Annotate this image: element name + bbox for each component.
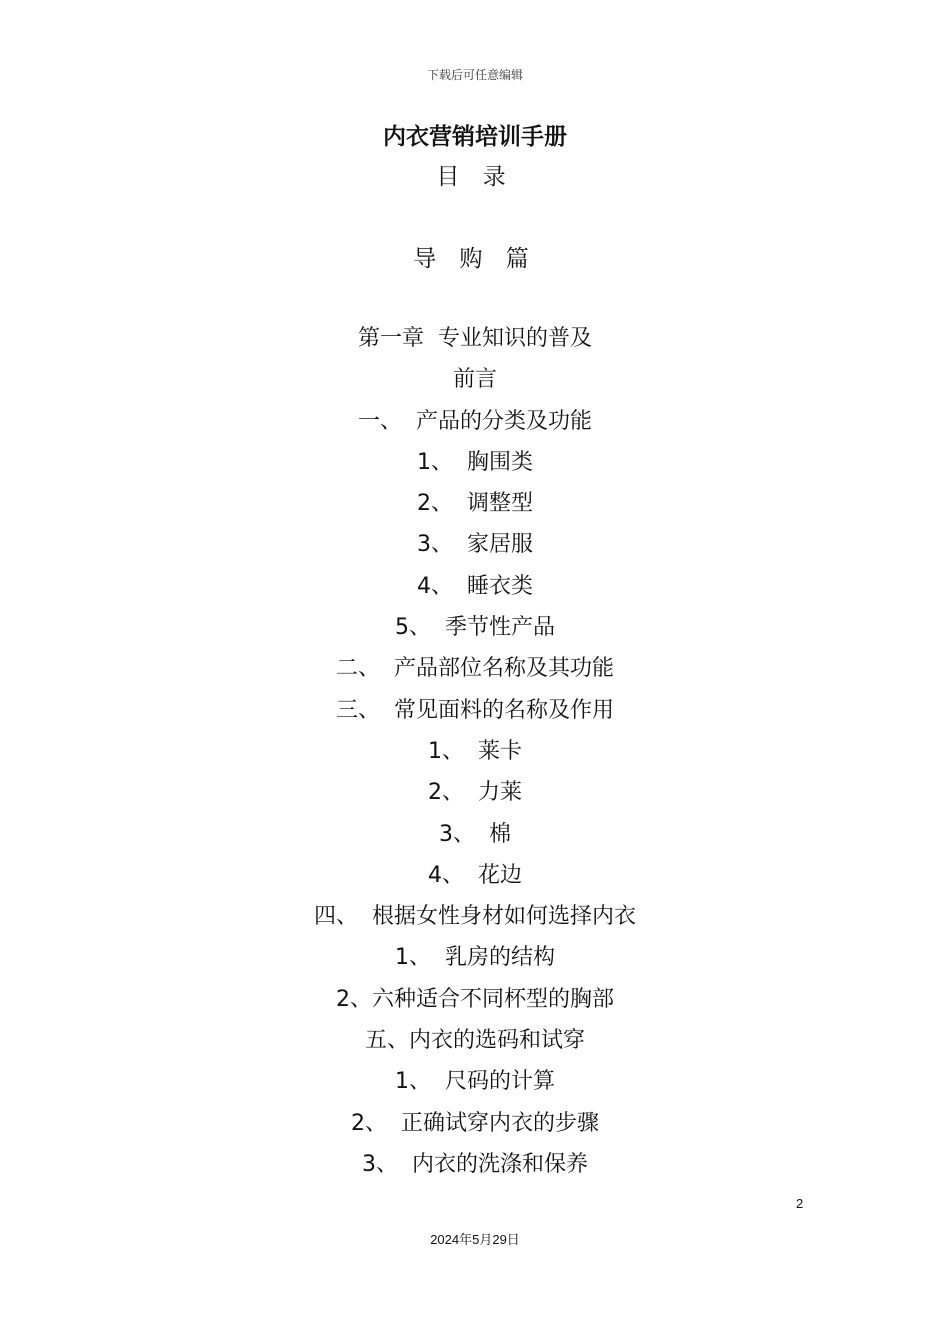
toc-entry: 第一章 专业知识的普及: [358, 326, 592, 351]
toc-entry: 1、 尺码的计算: [395, 1069, 555, 1095]
toc-entry: 五、内衣的选码和试穿: [364, 1028, 585, 1054]
toc-entry: 一、 产品的分类及功能: [358, 408, 592, 434]
document-title: 内衣营销培训手册: [383, 124, 567, 150]
table-of-contents: [0, 323, 950, 1190]
toc-entry: 1、 乳房的结构: [395, 945, 555, 971]
toc-entry: 三、 常见面料的名称及作用: [336, 697, 614, 723]
toc-entry: 2、 力莱: [428, 780, 522, 806]
toc-entry: 3、 内衣的洗涤和保养: [362, 1151, 588, 1177]
toc-entry: 3、 棉: [439, 821, 511, 847]
page-number: 2: [796, 1196, 804, 1211]
toc-entry: 前言: [452, 367, 497, 393]
footer-date: 2024年5月29日: [430, 1232, 520, 1247]
toc-entry: 二、 产品部位名称及其功能: [336, 656, 614, 682]
toc-entry: 1、 莱卡: [428, 738, 522, 764]
toc-entry: 4、 睡衣类: [417, 573, 533, 599]
section-heading: 导 购 篇: [413, 246, 537, 272]
toc-entry: 2、 调整型: [417, 491, 533, 517]
toc-heading: 目 录: [436, 164, 514, 190]
header-note: 下载后可任意编辑: [426, 68, 523, 82]
toc-entry: 3、 家居服: [417, 532, 533, 558]
toc-entry: 5、 季节性产品: [395, 615, 555, 641]
toc-entry: 4、 花边: [428, 862, 522, 888]
toc-entry: 1、 胸围类: [417, 449, 533, 475]
toc-entry: 2、六种适合不同杯型的胸部: [336, 986, 614, 1012]
toc-entry: 四、 根据女性身材如何选择内衣: [314, 904, 636, 930]
toc-entry: 2、 正确试穿内衣的步骤: [351, 1110, 599, 1136]
